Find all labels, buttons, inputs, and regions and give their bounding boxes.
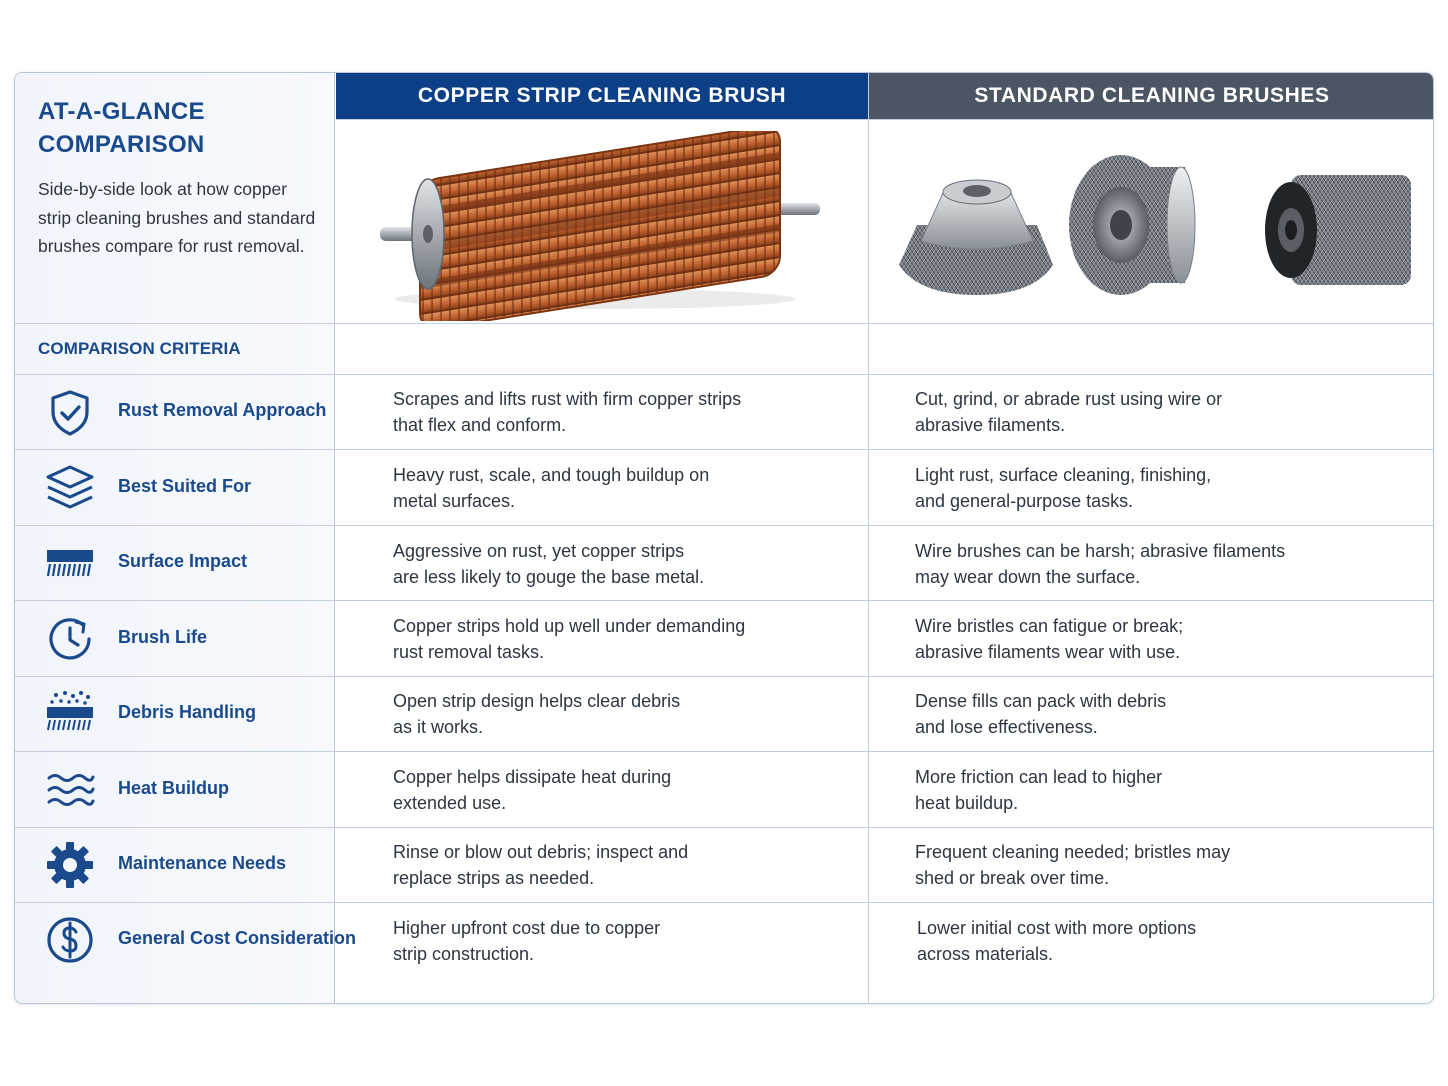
criteria-heading: COMPARISON CRITERIA — [38, 339, 241, 358]
debris-icon — [43, 687, 97, 741]
row-label: Debris Handling — [118, 702, 257, 722]
row-label: Maintenance Needs — [118, 853, 287, 873]
standard-cell: Wire brushes can be harsh; abrasive filaments may wear down the surface. — [915, 541, 1286, 587]
copper-cell: Copper strips hold up well under demanding rust removal tasks. — [393, 616, 746, 662]
standard-cell: Light rust, surface cleaning, finishing, and general-purpose tasks. — [915, 465, 1212, 511]
row-label: Best Suited For — [118, 476, 252, 496]
row-divider — [15, 374, 1433, 375]
copper-column-header: COPPER STRIP CLEANING BRUSH — [336, 73, 868, 119]
copper-cell: Rinse or blow out debris; inspect and replace strips as needed. — [393, 842, 689, 888]
intro-title — [38, 95, 318, 161]
header-divider — [336, 119, 1433, 120]
gear-icon — [43, 838, 97, 892]
copper-cell: Heavy rust, scale, and tough buildup on metal surfaces. — [393, 465, 710, 511]
copper-cell: Higher upfront cost due to copper strip construction. — [393, 918, 661, 964]
standard-cell: Cut, grind, or abrade rust using wire or abrasive filaments. — [915, 389, 1223, 435]
row-divider — [15, 323, 1433, 324]
row-divider — [15, 525, 1433, 526]
copper-cell: Open strip design helps clear debris as it works. — [393, 691, 681, 737]
row-divider — [15, 600, 1433, 601]
copper-cell: Copper helps dissipate heat during extended use. — [393, 767, 672, 813]
row-divider — [15, 676, 1433, 677]
dollar-circle-icon — [43, 913, 97, 967]
intro-title-line2: COMPARISON — [38, 131, 205, 158]
copper-cell: Aggressive on rust, yet copper strips are less likely to gouge the base metal. — [393, 541, 705, 587]
row-label: Brush Life — [118, 627, 208, 647]
row-label: Rust Removal Approach — [118, 400, 327, 420]
column-divider — [868, 73, 869, 1003]
intro-panel — [38, 95, 318, 261]
copper-strip-brush-image — [370, 131, 830, 321]
standard-brushes-image — [881, 145, 1417, 305]
row-label: General Cost Consideration — [118, 928, 357, 948]
row-divider — [15, 449, 1433, 450]
standard-cell: Dense fills can pack with debris and lose effectiveness. — [915, 691, 1167, 737]
standard-cell: More friction can lead to higher heat buildup. — [915, 767, 1163, 813]
row-label: Surface Impact — [118, 551, 248, 571]
comparison-table — [14, 72, 1434, 1004]
row-divider — [15, 751, 1433, 752]
row-label: Heat Buildup — [118, 778, 229, 798]
standard-column-header: STANDARD CLEANING BRUSHES — [869, 73, 1434, 119]
layers-icon — [43, 461, 97, 515]
intro-description: Side-by-side look at how copper strip cleaning brushes and standard brushes compare for rust removal. — [38, 179, 316, 256]
standard-cell: Lower initial cost with more options across materials. — [917, 918, 1197, 964]
surface-brush-icon — [43, 536, 97, 590]
clock-refresh-icon — [43, 612, 97, 666]
copper-cell: Scrapes and lifts rust with firm copper strips that flex and conform. — [393, 389, 742, 435]
standard-cell: Frequent cleaning needed; bristles may shed or break over time. — [915, 842, 1231, 888]
intro-title-line1: AT-A-GLANCE — [38, 98, 205, 125]
row-divider — [15, 827, 1433, 828]
standard-cell: Wire bristles can fatigue or break; abrasive filaments wear with use. — [915, 616, 1184, 662]
shield-check-icon — [43, 386, 97, 440]
row-divider — [15, 902, 1433, 903]
heat-waves-icon — [43, 763, 97, 817]
